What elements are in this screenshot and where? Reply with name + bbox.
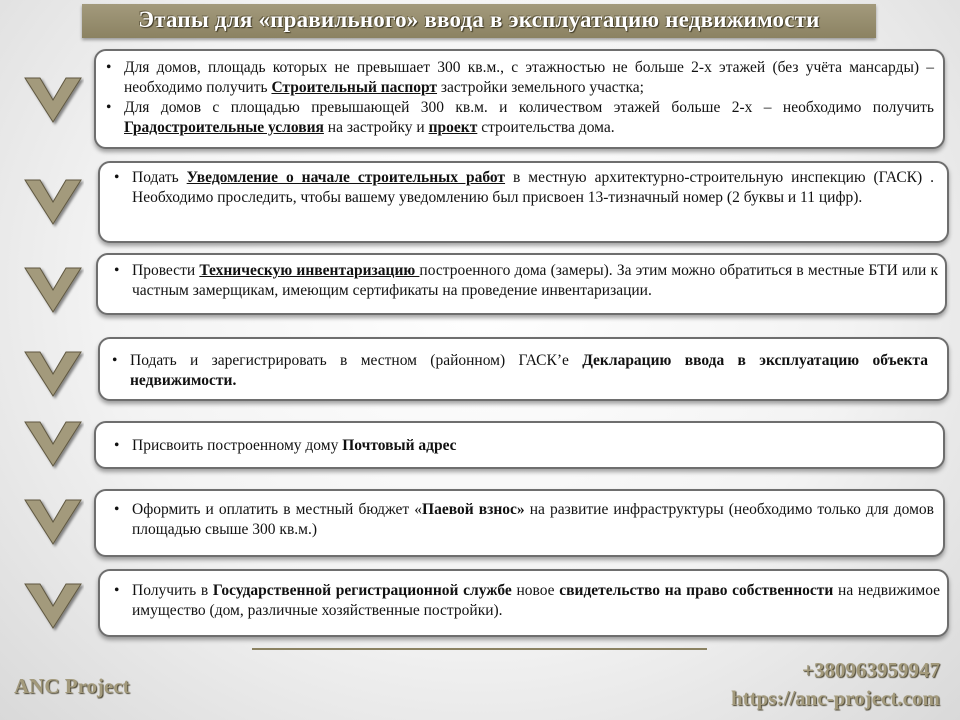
plain-text: Провести [132, 262, 200, 279]
plain-text: строительства дома. [477, 119, 615, 136]
chevron-down-icon [22, 576, 84, 634]
chevron-down-icon [22, 414, 84, 472]
emphasis-text: Техническую инвентаризацию [199, 262, 420, 279]
chevron-down-icon [22, 172, 84, 230]
emphasis-text: Государственной регистрационной службе [212, 582, 512, 599]
plain-text: Получить в [132, 582, 213, 599]
emphasis-text: Паевой взнос» [422, 501, 525, 518]
plain-text: Для домов, площадь которых не превышает 300 кв.м., с этажностью не больше 2-х этажей (без учёта мансарды) – необходимо получить [124, 59, 934, 96]
step-text [130, 351, 928, 391]
bullet: • [112, 352, 118, 369]
step-item [114, 436, 930, 456]
website-link[interactable]: https://anc-project.com [731, 686, 940, 710]
emphasis-text: Декларацию ввода в эксплуатацию объекта недвижимости. [130, 352, 928, 389]
plain-text: Присвоить построенному дому [132, 437, 343, 454]
step-box-2 [98, 161, 949, 243]
emphasis-text: проект [428, 119, 478, 136]
bullet: • [106, 99, 112, 116]
bullet: • [114, 582, 120, 599]
plain-text: Подать [132, 169, 187, 186]
step-text [132, 168, 934, 208]
emphasis-text: Строительный паспорт [271, 79, 438, 96]
step-text [132, 581, 940, 621]
plain-text: на развитие инфраструктуры (необходимо только для домов площадью свыше 300 кв.м.) [132, 501, 934, 538]
plain-text: Для домов с площадью превышающей 300 кв.м. и количеством этажей больше 2-х – необходимо получить [124, 99, 934, 116]
step-item [114, 261, 938, 301]
step-item [114, 500, 934, 540]
bullet: • [114, 501, 120, 518]
brand-name: ANC Project [14, 674, 130, 698]
chevron-down-icon [22, 492, 84, 550]
step-box-7 [98, 569, 949, 637]
phone-number[interactable]: +380963959947 [802, 658, 940, 682]
plain-text: на недвижимое имущество (дом, различные хозяйственные постройки). [132, 582, 941, 619]
emphasis-text: Уведомление о начале строительных работ [186, 169, 506, 186]
step-text [132, 436, 930, 456]
step-text [132, 261, 938, 301]
plain-text: Оформить и оплатить в местный бюджет « [132, 501, 423, 518]
step-box-5 [94, 421, 945, 469]
plain-text: в местную архитектурно-строительную инспекцию (ГАСК) . Необходимо проследить, чтобы вашему уведомлению был присвоен 13-тизначный номер (2 буквы и 11 цифр). [132, 169, 934, 206]
step-item [106, 58, 934, 98]
bullet: • [114, 262, 120, 279]
bullet: • [106, 59, 112, 76]
page-title: Этапы для «правильного» ввода в эксплуатацию недвижимости [138, 7, 820, 32]
plain-text: застройки земельного участка; [437, 79, 644, 96]
plain-text: новое [511, 582, 560, 599]
title-banner [82, 4, 876, 38]
step-box-4 [98, 337, 949, 401]
emphasis-text: Градостроительные условия [124, 119, 324, 136]
bullet: • [114, 437, 120, 454]
plain-text: построенного дома (замеры). За этим можно обратиться в местные БТИ или к частным замерщикам, имеющим сертификаты на проведение инвентаризации. [132, 262, 938, 299]
chevron-down-icon [22, 70, 84, 128]
step-box-1 [94, 49, 945, 149]
step-text [124, 58, 934, 98]
step-box-6 [94, 489, 945, 557]
chevron-down-icon [22, 260, 84, 318]
step-item [114, 168, 934, 208]
emphasis-text: Почтовый адрес [342, 437, 457, 454]
step-box-3 [96, 253, 947, 315]
bullet: • [114, 169, 120, 186]
step-item [114, 581, 940, 621]
step-text [132, 500, 934, 540]
plain-text: на застройку и [323, 119, 429, 136]
chevron-down-icon [22, 344, 84, 402]
emphasis-text: свидетельство на право собственности [559, 582, 834, 599]
footer-divider [252, 648, 707, 650]
plain-text: Подать и зарегистрировать в местном (районном) ГАСК’е [130, 352, 583, 369]
step-text [124, 98, 934, 138]
step-item [112, 351, 928, 391]
step-item [106, 98, 934, 138]
